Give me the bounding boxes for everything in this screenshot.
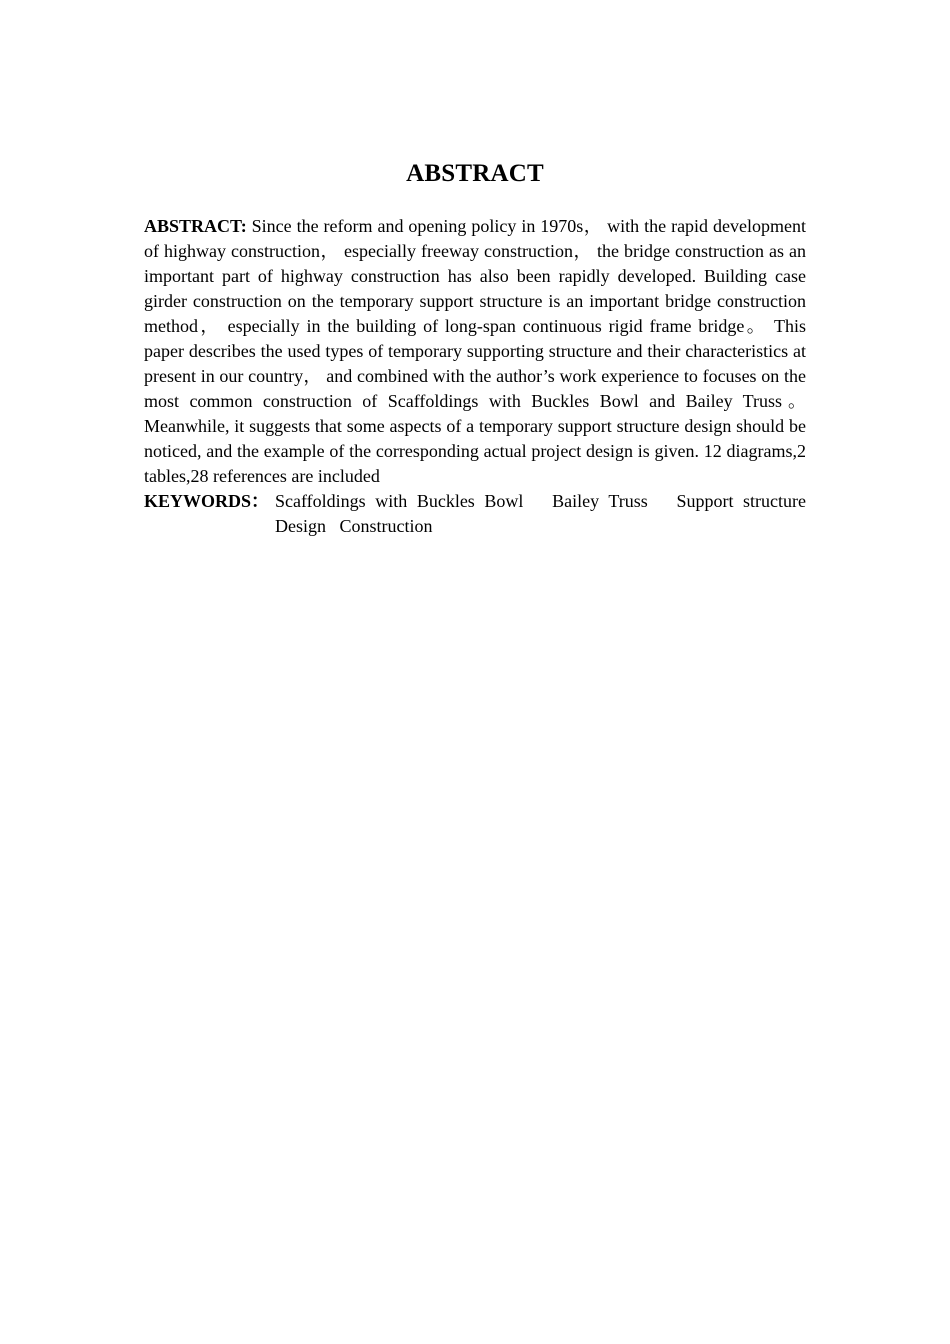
keywords-line-2: Design Construction [275,516,433,536]
keywords-line-1: Scaffoldings with Buckles Bowl Bailey Truss Support structure [275,491,806,511]
abstract-label: ABSTRACT: [144,216,247,236]
document-page [144,160,806,539]
keywords-section [144,489,806,539]
page-title: ABSTRACT [406,160,544,187]
abstract-paragraph [144,214,806,489]
abstract-text: Since the reform and opening policy in 1970s， with the rapid development of highway construction， especially freeway construction， the bridge construction as an important part of highway construction has also been rapidly developed. Building case girder construction on the temporary support structure is an important bridge construction method， especially in the building of long-span continuous rigid frame bridge。 This paper describes the used types of temporary supporting structure and their characteristics at present in our country， and combined with the author’s work experience to focuses on the most common construction of Scaffoldings with Buckles Bowl and Bailey Truss。 Meanwhile, it suggests that some aspects of a temporary support structure design should be noticed, and the example of the corresponding actual project design is given. 12 diagrams,2 tables,28 references are included [144,216,806,486]
keywords-label: KEYWORDS： [144,491,270,511]
keywords-list [269,489,806,539]
